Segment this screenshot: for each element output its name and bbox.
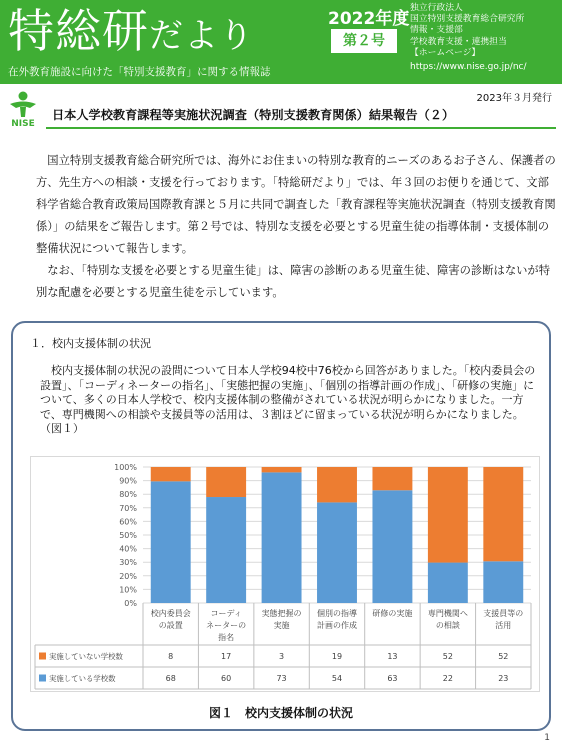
y-tick-label: 40% bbox=[119, 544, 137, 554]
chart-frame bbox=[30, 456, 540, 692]
bar-segment bbox=[151, 467, 191, 481]
section-title: １．校内支援体制の状況 bbox=[30, 337, 151, 350]
y-tick-label: 100% bbox=[114, 463, 137, 472]
category-label: の相談 bbox=[435, 621, 460, 630]
y-tick-label: 20% bbox=[119, 571, 137, 581]
category-label: の設置 bbox=[158, 621, 183, 630]
report-title: 日本人学校教育課程等実施状況調査（特別支援教育関係）結果報告（２） bbox=[52, 108, 455, 122]
y-tick-label: 30% bbox=[119, 558, 137, 568]
y-tick-label: 10% bbox=[119, 585, 137, 595]
publisher-line: 【ホームページ】 bbox=[410, 47, 481, 58]
publisher-line: 国立特別支援教育総合研究所 bbox=[410, 14, 525, 25]
category-label: 計画の作成 bbox=[317, 621, 357, 630]
fiscal-year: 2022年度 bbox=[328, 9, 410, 29]
data-value: 8 bbox=[168, 652, 174, 661]
bar-segment bbox=[317, 467, 357, 502]
bar-segment bbox=[151, 481, 191, 603]
legend-swatch bbox=[39, 653, 46, 660]
section-paragraph: 校内支援体制の状況の設問について日本人学校94校中76校から回答がありました。「校内委員会の設置」、「コーディネーターの指名」、「実態把握の実施」、「個別の指導計画の作成」、「研修の実施」について、多くの日本人学校で、校内支援体制の整備がされている状況が明らかになりました。一方で、専門機関への相談や支援員等の活用は、３割ほどに留まっている状況が明らかになりました。（図１） bbox=[40, 364, 536, 435]
bar-segment bbox=[428, 467, 468, 563]
data-value: 60 bbox=[221, 674, 232, 683]
title-underline bbox=[46, 127, 556, 129]
y-tick-label: 70% bbox=[119, 503, 137, 513]
y-tick-label: 90% bbox=[119, 476, 137, 486]
data-value: 13 bbox=[387, 652, 398, 661]
data-value: 54 bbox=[331, 674, 343, 683]
publisher-info bbox=[410, 3, 560, 59]
category-label: 研修の実施 bbox=[372, 609, 413, 618]
category-label: 支援員等の bbox=[483, 609, 524, 618]
bar-segment bbox=[428, 563, 468, 603]
legend-swatch bbox=[39, 675, 46, 682]
bar-segment bbox=[317, 502, 357, 603]
category-label: 校内委員会 bbox=[150, 609, 191, 618]
category-label: 活用 bbox=[495, 621, 512, 630]
bar-segment bbox=[206, 467, 246, 497]
issue-badge: 第２号 bbox=[331, 29, 397, 53]
bar-segment bbox=[262, 472, 302, 603]
y-tick-label: 80% bbox=[119, 490, 137, 500]
page-number: 1 bbox=[544, 733, 550, 743]
issue-date: 2023年３月発行 bbox=[476, 93, 552, 104]
figure-caption: 図１ 校内支援体制の状況 bbox=[208, 706, 353, 720]
bar-segment bbox=[206, 497, 246, 603]
data-value: 22 bbox=[442, 674, 453, 683]
intro-paragraph: 国立特別支援教育総合研究所では、海外にお住まいの特別な教育的ニーズのあるお子さん、保護者の方、先生方への相談・支援を行っております。「特総研だより」では、年３回のお便りを通じて、文部科学省総合教育政策局国際教育課と５月に共同で調査した「教育課程等実施状況調査（特別支援教育関係）」の結果をご報告します。第２号では、特別な支援を必要とする児童生徒の指導体制・支援体制の整備状況について報告します。 bbox=[36, 154, 556, 255]
data-value: 3 bbox=[279, 652, 285, 661]
y-tick-label: 50% bbox=[119, 531, 137, 540]
data-value: 52 bbox=[498, 652, 509, 661]
category-label: ネーターの bbox=[206, 621, 247, 630]
publisher-line: 独立行政法人 bbox=[410, 3, 463, 13]
nise-logo-icon bbox=[6, 90, 40, 132]
logo-text: NISE bbox=[11, 119, 35, 129]
homepage-link[interactable]: https://www.nise.go.jp/nc/ bbox=[410, 62, 527, 72]
category-label: 実態把握の bbox=[261, 609, 302, 618]
data-value: 19 bbox=[331, 652, 343, 661]
bar-segment bbox=[483, 467, 523, 561]
bar-segment bbox=[372, 467, 412, 490]
data-value: 52 bbox=[442, 652, 453, 661]
y-tick-label: 0% bbox=[124, 599, 137, 608]
category-label: 指名 bbox=[218, 633, 235, 642]
legend-label: 実施していない学校数 bbox=[49, 652, 123, 661]
stacked-bar-chart bbox=[31, 457, 541, 693]
bar-segment bbox=[262, 467, 302, 472]
y-tick-label: 60% bbox=[119, 517, 137, 527]
data-value: 68 bbox=[165, 674, 176, 683]
section-text bbox=[40, 364, 540, 437]
intro-text bbox=[36, 150, 556, 304]
data-value: 73 bbox=[276, 674, 287, 683]
category-label: 個別の指導 bbox=[317, 609, 357, 618]
bar-segment bbox=[483, 561, 523, 603]
masthead-banner bbox=[0, 0, 562, 84]
intro-paragraph: なお、「特別な支援を必要とする児童生徒」は、障害の診断のある児童生徒、障害の診断はないが特別な配慮を必要とする児童生徒を示しています。 bbox=[36, 264, 551, 299]
data-value: 17 bbox=[221, 652, 232, 661]
data-value: 63 bbox=[387, 674, 398, 683]
category-label: コーディ bbox=[210, 609, 242, 618]
masthead-title: 特総研だより bbox=[8, 4, 254, 58]
bar-segment bbox=[372, 490, 412, 603]
publisher-line: 情報・支援部 bbox=[410, 25, 463, 36]
category-label: 専門機関へ bbox=[427, 609, 468, 618]
category-label: 実施 bbox=[273, 621, 290, 630]
masthead-subtitle: 在外教育施設に向けた「特別支援教育」に関する情報誌 bbox=[8, 66, 271, 78]
data-value: 23 bbox=[498, 674, 509, 683]
publisher-line: 学校教育支援・連携担当 bbox=[410, 36, 507, 47]
legend-label: 実施している学校数 bbox=[49, 674, 116, 683]
